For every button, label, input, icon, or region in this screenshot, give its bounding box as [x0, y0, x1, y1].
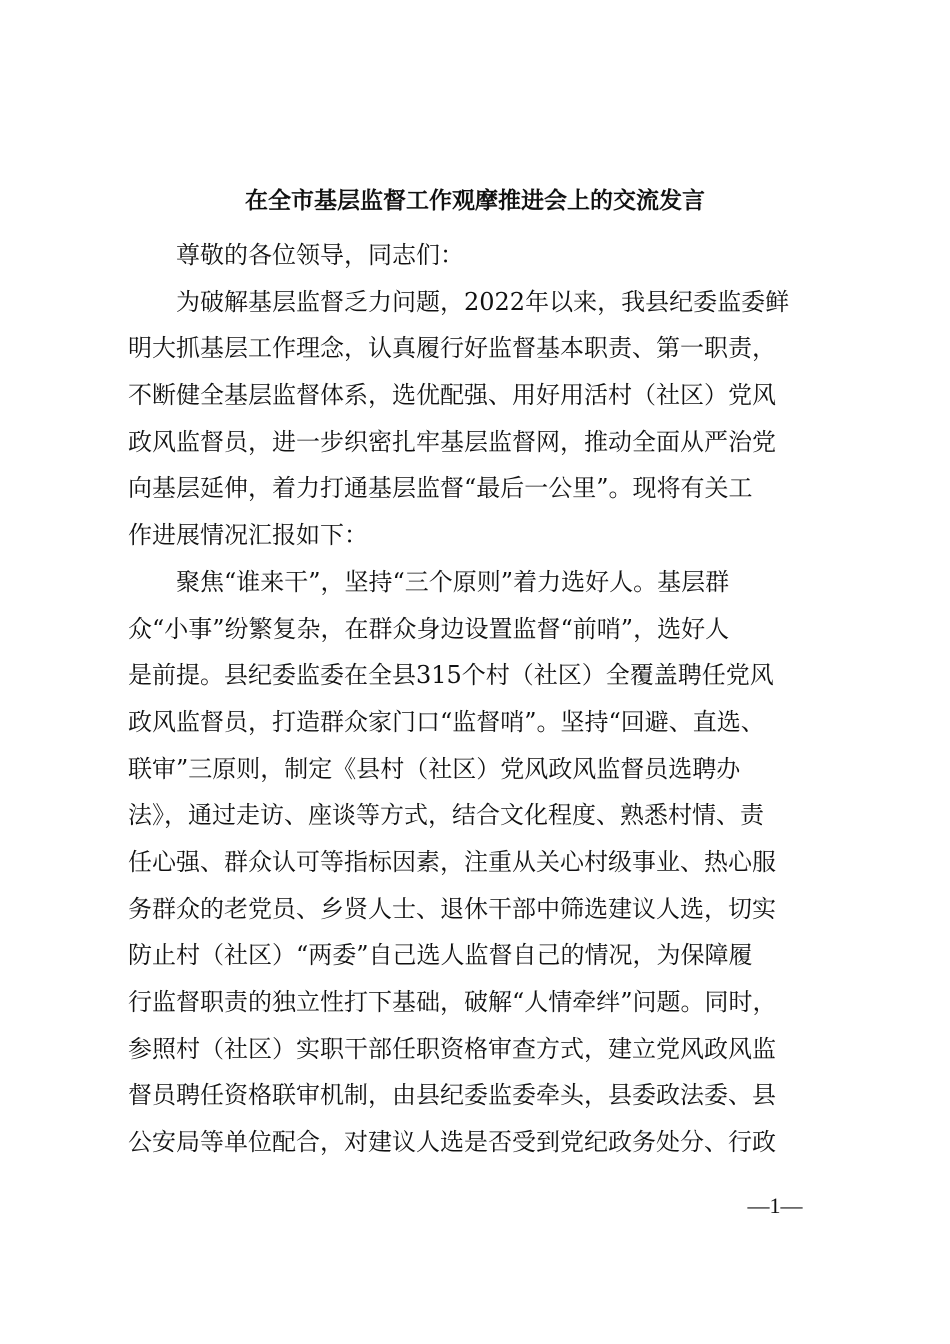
paragraph-1-line-2: 明大抓基层工作理念，认真履行好监督基本职责、第一职责， — [128, 334, 776, 363]
paragraph-2-line-13: 公安局等单位配合，对建议人选是否受到党纪政务处分、行政 — [128, 1128, 776, 1157]
salutation-line: 尊敬的各位领导，同志们： — [176, 241, 464, 269]
paragraph-2-line-12: 督员聘任资格联审机制，由县纪委监委牵头，县委政法委、县 — [128, 1081, 776, 1110]
paragraph-1-line-1: 为破解基层监督乏力问题，2022年以来，我县纪委监委鲜 — [176, 287, 790, 316]
paragraph-2-line-2: 众“小事”纷繁复杂，在群众身边设置监督“前哨”，选好人 — [128, 614, 730, 643]
paragraph-2-line-5: 联审”三原则，制定《县村（社区）党风政风监督员选聘办 — [128, 754, 741, 783]
paragraph-1-line-6: 作进展情况汇报如下： — [128, 521, 368, 550]
paragraph-1-line-3: 不断健全基层监督体系，选优配强、用好用活村（社区）党风 — [128, 381, 776, 410]
paragraph-2-line-3: 是前提。县纪委监委在全县315个村（社区）全覆盖聘任党风 — [128, 661, 774, 690]
paragraph-2-line-4: 政风监督员，打造群众家门口“监督哨”。坚持“回避、直选、 — [128, 707, 765, 736]
document-title: 在全市基层监督工作观摩推进会上的交流发言 — [245, 187, 705, 214]
paragraph-1-line-4: 政风监督员，进一步织密扎牢基层监督网，推动全面从严治党 — [128, 427, 776, 456]
paragraph-2-line-10: 行监督职责的独立性打下基础，破解“人情牵绊”问题。同时， — [128, 988, 777, 1016]
paragraph-2-line-1: 聚焦“谁来干”，坚持“三个原则”着力选好人。基层群 — [176, 567, 730, 596]
paragraph-1-line-5: 向基层延伸，着力打通基层监督“最后一公里”。现将有关工 — [128, 474, 753, 503]
paragraph-2-line-11: 参照村（社区）实职干部任职资格审查方式，建立党风政风监 — [128, 1034, 776, 1063]
paragraph-2-line-6: 法》，通过走访、座谈等方式，结合文化程度、熟悉村情、责 — [128, 801, 764, 830]
paragraph-2-line-8: 务群众的老党员、乡贤人士、退休干部中筛选建议人选，切实 — [128, 894, 776, 923]
paragraph-2-line-7: 任心强、群众认可等指标因素，注重从关心村级事业、热心服 — [128, 847, 776, 876]
paragraph-2-line-9: 防止村（社区）“两委”自己选人监督自己的情况，为保障履 — [128, 941, 753, 970]
document-body — [128, 232, 828, 1166]
page-number: —1— — [747, 1193, 803, 1218]
